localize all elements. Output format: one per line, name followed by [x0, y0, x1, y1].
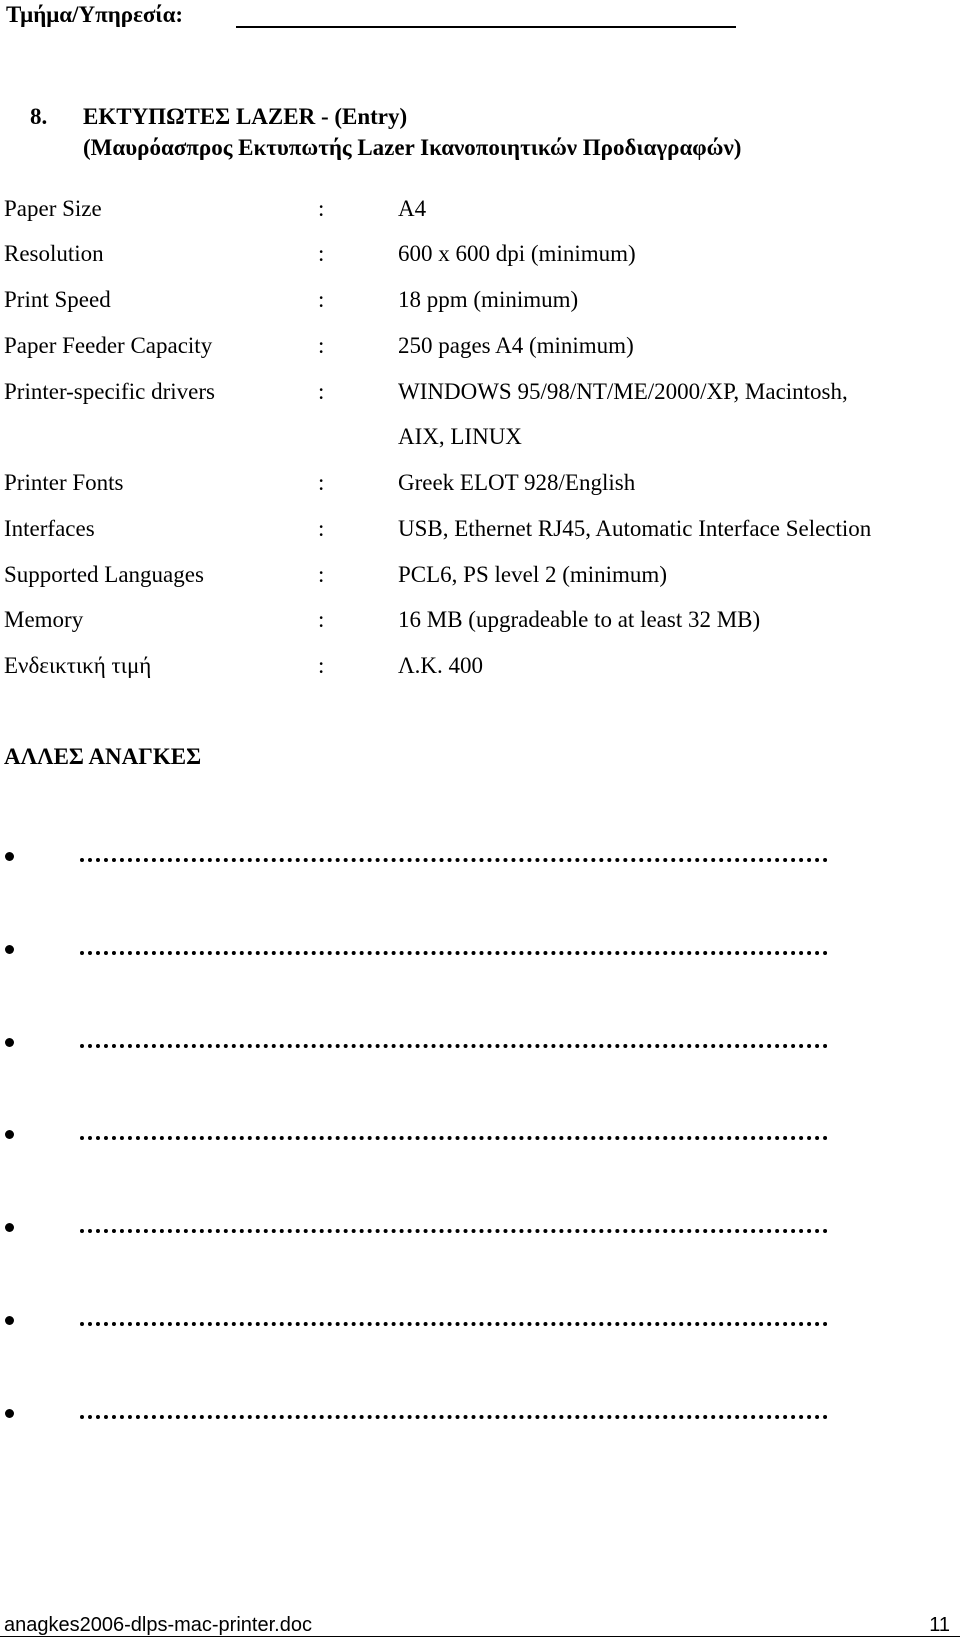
spec-value-drivers: WINDOWS 95/98/NT/ME/2000/XP, Macintosh,: [398, 379, 848, 404]
spec-label-drivers: Printer-specific drivers: [4, 379, 215, 404]
bullet-dot-icon: [5, 945, 14, 954]
list-item: [0, 1306, 900, 1336]
dotted-fill-line: [80, 1399, 828, 1419]
bullet-dot-icon: [5, 1223, 14, 1232]
list-item: [0, 1120, 900, 1150]
spec-value-resolution: 600 x 600 dpi (minimum): [398, 241, 636, 266]
department-fill-line: [236, 26, 736, 28]
section-number: 8.: [30, 104, 48, 129]
spec-colon: :: [318, 287, 325, 312]
bullet-dot-icon: [5, 1130, 14, 1139]
section-title: ΕΚΤΥΠΩΤΕΣ LAZER - (Entry): [83, 104, 408, 129]
dotted-fill-line: [80, 1306, 828, 1326]
dotted-fill-line: [80, 1213, 828, 1233]
bullet-dot-icon: [5, 1038, 14, 1047]
spec-label-memory: Memory: [4, 607, 84, 632]
spec-colon: :: [318, 196, 325, 221]
page-number: 11: [929, 1614, 950, 1636]
spec-colon: :: [318, 379, 325, 404]
footer-rule: [0, 1636, 960, 1637]
dotted-fill-line: [80, 1028, 828, 1048]
spec-colon: :: [318, 516, 325, 541]
spec-value-paper-size: A4: [398, 196, 427, 221]
dotted-fill-line: [80, 935, 828, 955]
other-needs-heading: ΑΛΛΕΣ ΑΝΑΓΚΕΣ: [4, 744, 202, 769]
spec-label-resolution: Resolution: [4, 241, 104, 266]
spec-colon: :: [318, 562, 325, 587]
spec-label-printer-fonts: Printer Fonts: [4, 470, 124, 495]
spec-colon: :: [318, 607, 325, 632]
spec-colon: :: [318, 333, 325, 358]
spec-label-interfaces: Interfaces: [4, 516, 95, 541]
spec-label-paper-size: Paper Size: [4, 196, 102, 221]
bullet-dot-icon: [5, 852, 14, 861]
spec-label-paper-feeder: Paper Feeder Capacity: [4, 333, 213, 358]
spec-colon: :: [318, 653, 325, 678]
spec-value-memory: 16 MB (upgradeable to at least 32 MB): [398, 607, 761, 632]
spec-value-interfaces: USB, Ethernet RJ45, Automatic Interface Selection: [398, 516, 872, 541]
spec-colon: :: [318, 470, 325, 495]
bullet-dot-icon: [5, 1409, 14, 1418]
list-item: [0, 1028, 900, 1058]
spec-value-languages: PCL6, PS level 2 (minimum): [398, 562, 667, 587]
spec-value-print-speed: 18 ppm (minimum): [398, 287, 579, 312]
spec-colon: :: [318, 241, 325, 266]
spec-value-printer-fonts: Greek ELOT 928/English: [398, 470, 636, 495]
spec-label-indicative-price: Ενδεικτική τιμή: [4, 653, 152, 678]
list-item: [0, 1213, 900, 1243]
spec-value-indicative-price: Λ.Κ. 400: [398, 653, 484, 678]
spec-value-drivers-continued: AIX, LINUX: [398, 424, 522, 449]
list-item: [0, 842, 900, 872]
dotted-fill-line: [80, 1120, 828, 1140]
section-subtitle: (Μαυρόασπρος Εκτυπωτής Lazer Ικανοποιητικών Προδιαγραφών): [83, 135, 742, 160]
list-item: [0, 935, 900, 965]
spec-label-languages: Supported Languages: [4, 562, 204, 587]
dotted-fill-line: [80, 842, 828, 862]
spec-value-paper-feeder: 250 pages A4 (minimum): [398, 333, 634, 358]
department-label: Τμήμα/Υπηρεσία:: [6, 2, 184, 27]
spec-label-print-speed: Print Speed: [4, 287, 111, 312]
footer-filename: anagkes2006-dlps-mac-printer.doc: [4, 1614, 312, 1636]
list-item: [0, 1399, 900, 1429]
bullet-dot-icon: [5, 1316, 14, 1325]
